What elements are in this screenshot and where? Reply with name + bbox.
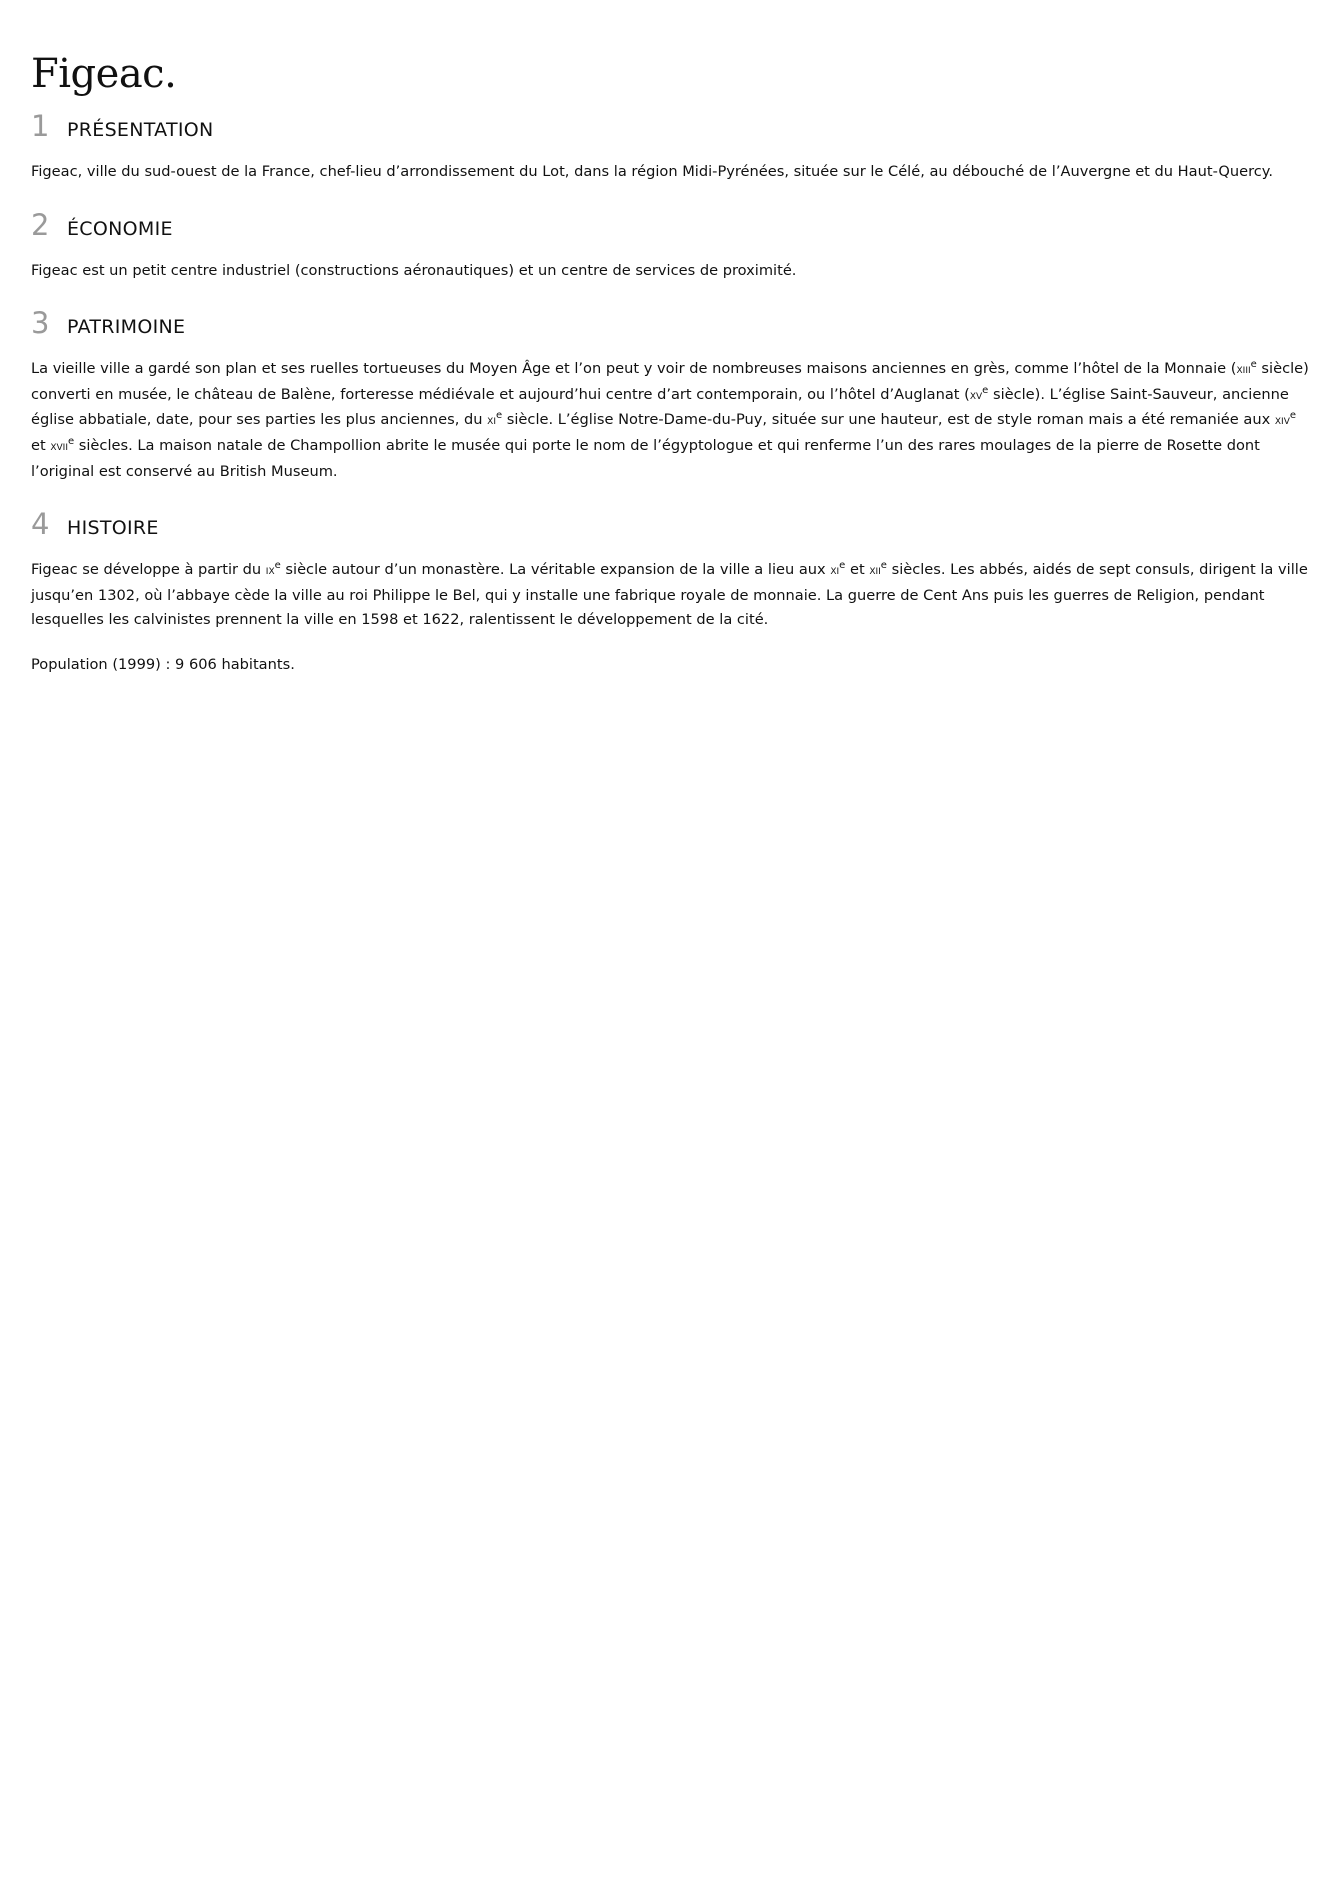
patrimoine-paragraph [31, 357, 1314, 484]
section-title: ÉCONOMIE [67, 217, 173, 240]
section-number: 3 [31, 306, 50, 341]
century-numeral: xi [487, 413, 496, 429]
century-numeral: xii [869, 563, 881, 579]
text-run: et [845, 561, 870, 579]
century-numeral: ix [265, 563, 275, 579]
text-run: siècles. Les abbés, aidés de sept consuls, dirigent la ville jusqu’en 1302, où l’abbaye cède la ville au roi Philippe le Bel, qui y installe une fabrique royale de monnaie. La guerre de Cent Ans puis les guerres de Religion, pendant lesquelles les calvinistes prennent la ville en 1598 et 1622, ralentissent le développement de la cité. [31, 561, 1308, 629]
section-heading-economie [31, 205, 1314, 245]
text-run: siècle autour d’un monastère. La véritable expansion de la ville a lieu aux [280, 561, 831, 579]
economie-paragraph: Figeac est un petit centre industriel (constructions aéronautiques) et un centre de services de proximité. [31, 261, 797, 279]
superscript: e [880, 560, 887, 572]
text-run: siècle). L’église Saint-Sauveur, ancienne église abbatiale, date, pour ses parties les plus anciennes, du [31, 385, 1289, 429]
superscript: e [1250, 359, 1257, 371]
century-numeral: xv [969, 387, 983, 403]
text-run: Figeac se développe à partir du [31, 561, 266, 579]
text-run: siècle. L’église Notre-Dame-du-Puy, située sur une hauteur, est de style roman mais a été remaniée aux [502, 411, 1275, 429]
histoire-paragraph [31, 558, 1314, 633]
century-numeral: xi [830, 563, 840, 579]
section-heading-patrimoine [31, 303, 1314, 343]
section-heading-histoire [31, 504, 1314, 544]
superscript: e [1289, 410, 1297, 422]
document-title: Figeac. [31, 51, 177, 97]
century-numeral: xiv [1274, 413, 1290, 429]
section-number: 2 [31, 207, 50, 242]
century-numeral: xiii [1236, 362, 1251, 378]
superscript: e [495, 410, 503, 422]
superscript: e [839, 560, 846, 572]
section-heading-presentation [31, 106, 1314, 146]
section-number: 1 [31, 109, 50, 143]
text-run: La vieille ville a gardé son plan et ses ruelles tortueuses du Moyen Âge et l’on peut y voir de nombreuses maisons anciennes en grès, comme l’hôtel de la Monnaie ( [31, 360, 1237, 378]
population-paragraph: Population (1999) : 9 606 habitants. [31, 655, 295, 673]
section-number: 4 [31, 507, 50, 542]
century-numeral: xvii [50, 438, 68, 454]
superscript: e [274, 560, 281, 572]
superscript: e [67, 436, 75, 448]
section-title: HISTOIRE [67, 517, 159, 540]
text-run: siècle) converti en musée, le château de Balène, forteresse médiévale et aujourd’hui centre d’art contemporain, ou l’hôtel d’Auglanat ( [31, 360, 1309, 403]
superscript: e [982, 384, 989, 396]
text-run: et [31, 436, 51, 454]
presentation-paragraph: Figeac, ville du sud-ouest de la France, chef-lieu d’arrondissement du Lot, dans la région Midi-Pyrénées, située sur le Célé, au débouché de l’Auvergne et du Haut-Quercy. [31, 163, 1273, 180]
section-title: PATRIMOINE [67, 316, 186, 339]
section-title: PRÉSENTATION [67, 119, 214, 141]
text-run: siècles. La maison natale de Champollion abrite le musée qui porte le nom de l’égyptologue et qui renferme l’un des rares moulages de la pierre de Rosette dont l’original est conservé au British Museum. [31, 436, 1260, 480]
